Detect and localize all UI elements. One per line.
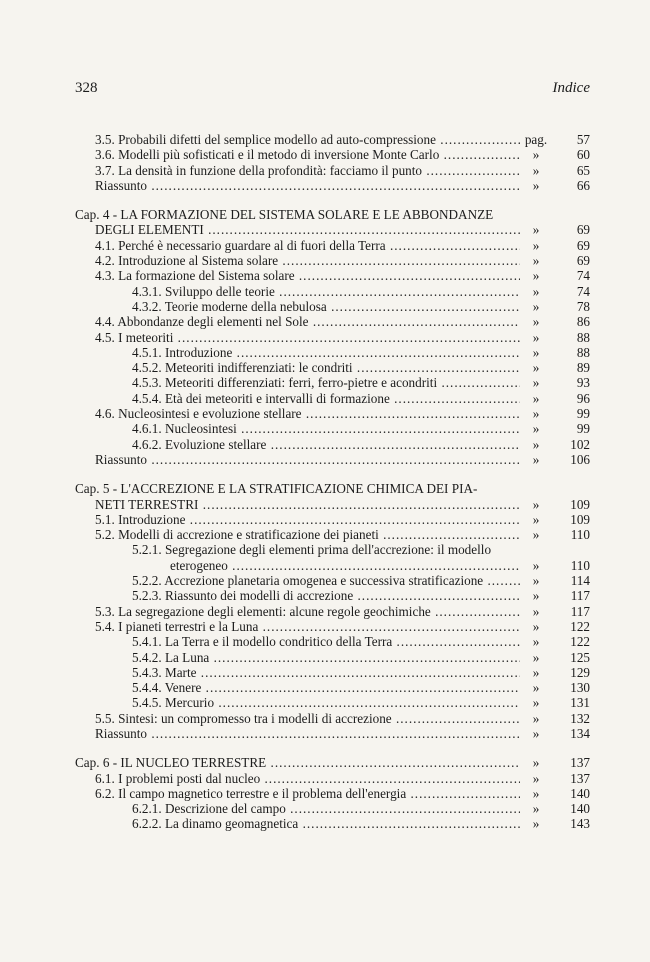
toc-entry: [75, 375, 590, 390]
toc-entry-page: 140: [570, 801, 590, 817]
toc-entry-number: 5.4.1.: [132, 634, 162, 650]
toc-entry-marker: »: [532, 680, 540, 696]
toc-entry: [75, 816, 590, 831]
toc-entry-title: [95, 771, 520, 786]
toc-entry-text: Meteoriti differenziati: ferri, ferro-pietre e acondriti: [164, 375, 438, 391]
toc-entry-title: [132, 284, 520, 299]
toc-entry-page: 137: [570, 770, 590, 786]
toc-entry-page: 131: [570, 695, 590, 711]
toc-entry: [75, 147, 590, 162]
toc-entry-page: 110: [570, 557, 590, 573]
toc-entry-title: [95, 178, 520, 193]
toc-entry-marker: pag.: [524, 132, 548, 147]
toc-entry-text: Il campo magnetico terrestre e il problema dell'energia: [118, 785, 407, 801]
toc-entry-title: [132, 437, 520, 452]
toc-entry-marker: »: [532, 253, 540, 269]
toc-entry-page: 86: [576, 314, 590, 330]
toc-entry: [75, 437, 590, 452]
toc-entry-marker: »: [532, 237, 540, 253]
toc-entry-title: [95, 314, 520, 329]
toc-entry-title: [132, 816, 520, 831]
toc-entry: [75, 299, 590, 314]
toc-entry-title: [95, 253, 520, 268]
toc-entry-number: 5.4.5.: [132, 695, 162, 711]
toc-entry-marker: »: [532, 801, 540, 817]
toc-entry-marker: »: [532, 725, 540, 741]
toc-entry-page: 109: [570, 496, 590, 512]
toc-entry: [75, 604, 590, 619]
toc-entry-title: [132, 573, 520, 588]
toc-entry-page: 99: [576, 406, 590, 422]
toc-entry: [75, 284, 590, 299]
toc-entry-marker: »: [532, 298, 540, 314]
toc-entry-marker: »: [532, 557, 540, 573]
toc-entry: [75, 512, 590, 527]
toc-entry-title: [95, 238, 520, 253]
toc-entry-number: 5.5.: [95, 710, 115, 726]
toc-entry-page: 125: [570, 649, 590, 665]
toc-entry-title: [95, 527, 520, 542]
toc-entry-number: 4.5.1.: [132, 344, 162, 360]
toc-entry-marker: »: [532, 421, 540, 437]
toc-entry-title: [132, 665, 520, 680]
toc-entry-number: 4.3.: [95, 268, 115, 284]
toc-entry-marker: »: [532, 283, 540, 299]
toc-entry-page: 74: [576, 268, 590, 284]
toc-entry-marker: »: [532, 770, 540, 786]
toc-entry-marker: »: [532, 695, 540, 711]
toc-entry: [75, 360, 590, 375]
toc-entry-title: [132, 345, 520, 360]
toc-entry: [75, 391, 590, 406]
toc-entry-page: 132: [570, 710, 590, 726]
toc-entry-number: 5.4.2.: [132, 649, 162, 665]
toc-entry-page: 109: [570, 511, 590, 527]
toc-entry: [75, 481, 590, 496]
toc-entry-number: 4.6.2.: [132, 436, 162, 452]
toc-entry-text: Cap. 4 - LA FORMAZIONE DEL SISTEMA SOLARE E LE ABBONDANZE: [75, 207, 494, 223]
page-number: 328: [75, 80, 98, 96]
toc-entry-title: [132, 391, 520, 406]
toc-entry-page: 99: [576, 421, 590, 437]
toc-entry-text: Probabili difetti del semplice modello ad auto-compressione: [118, 132, 436, 147]
toc-entry-page: 89: [576, 360, 590, 376]
toc-entry-page: 114: [570, 573, 590, 589]
toc-entry-marker: »: [532, 344, 540, 360]
toc-entry: [75, 558, 590, 573]
toc-entry-text: Cap. 5 - L'ACCREZIONE E LA STRATIFICAZIONE CHIMICA DEI PIA-: [75, 481, 478, 497]
toc-entry-text: Introduzione al Sistema solare: [118, 253, 279, 269]
toc-entry-title: [95, 604, 520, 619]
toc-entry-page: 122: [570, 634, 590, 650]
toc-entry-title: [132, 421, 520, 436]
toc-entry-number: 6.2.: [95, 785, 115, 801]
running-title: Indice: [552, 80, 590, 96]
toc-entry-text: Sintesi: un compromesso tra i modelli di accrezione: [118, 710, 392, 726]
toc-entry: [75, 695, 590, 710]
toc-entry-page: 102: [570, 436, 590, 452]
toc-entry: [75, 314, 590, 329]
toc-entry-text: Riassunto: [95, 725, 148, 741]
toc-entry-number: 5.2.: [95, 527, 115, 543]
toc-entry: [75, 650, 590, 665]
toc-entry-marker: »: [532, 755, 540, 771]
toc-entry-number: 5.4.: [95, 618, 115, 634]
toc-entry-number: 4.3.2.: [132, 298, 162, 314]
toc-entry-title: [95, 330, 520, 345]
toc-entry-marker: »: [532, 588, 540, 604]
toc-entry: [75, 207, 590, 222]
toc-entry-page: 117: [570, 603, 590, 619]
toc-entry-text: Marte: [164, 664, 197, 680]
toc-entry: [75, 801, 590, 816]
toc-entry-page: 88: [576, 329, 590, 345]
toc-entry-title: [95, 268, 520, 283]
toc-entry-marker: »: [532, 664, 540, 680]
toc-entry-title: [75, 207, 520, 222]
section-gap: [75, 741, 590, 755]
toc-entry-title: [132, 299, 520, 314]
toc-entry-number: 4.5.2.: [132, 360, 162, 376]
toc-entry-marker: »: [532, 390, 540, 406]
toc-entry-title: [132, 588, 520, 603]
toc-entry: [75, 132, 590, 147]
toc-entry-title: [95, 786, 520, 801]
toc-entry-marker: »: [532, 177, 540, 193]
toc-entry-text: Riassunto dei modelli di accrezione: [164, 588, 354, 604]
toc-entry-title: [95, 132, 520, 147]
toc-entry-number: 5.3.: [95, 603, 115, 619]
toc-entry-marker: »: [532, 710, 540, 726]
toc-entry-marker: »: [532, 527, 540, 543]
toc-entry-title: [95, 726, 520, 741]
toc-entry-marker: »: [532, 634, 540, 650]
toc-entry-marker: »: [532, 314, 540, 330]
toc-entry-number: 5.1.: [95, 511, 115, 527]
toc-entry-title: [132, 801, 520, 816]
toc-entry-marker: »: [532, 375, 540, 391]
toc-entry-marker: »: [532, 268, 540, 284]
toc-entry-text: Perché è necessario guardare al di fuori della Terra: [118, 237, 386, 253]
toc-entry-title: [95, 406, 520, 421]
toc-entry-title: [132, 360, 520, 375]
toc-entry-title: [132, 680, 520, 695]
toc-entry-title: [95, 452, 520, 467]
toc-entry-text: Introduzione: [164, 344, 233, 360]
toc-entry-text: Nucleosintesi: [164, 421, 237, 437]
toc-entry-title: [75, 755, 520, 770]
toc-entry-number: 4.4.: [95, 314, 115, 330]
toc-entry-number: 3.6.: [95, 147, 115, 163]
toc-entry-text: I pianeti terrestri e la Luna: [118, 618, 259, 634]
toc-entry: [75, 680, 590, 695]
toc-entry-marker: »: [532, 222, 540, 238]
toc-entry-page: 69: [576, 253, 590, 269]
toc-entry: [75, 345, 590, 360]
toc-entry-number: 3.7.: [95, 162, 115, 178]
toc-entry: [75, 406, 590, 421]
toc-entry-page: 110: [570, 527, 590, 543]
toc-entry-number: 3.5.: [95, 132, 115, 147]
toc-entry-marker: »: [532, 329, 540, 345]
toc-entry-number: 4.6.1.: [132, 421, 162, 437]
toc-entry-text: La formazione del Sistema solare: [118, 268, 295, 284]
toc-entry-marker: »: [532, 816, 540, 832]
toc-entry-title: [170, 558, 520, 573]
toc-entry-marker: »: [532, 573, 540, 589]
toc-entry-marker: »: [532, 147, 540, 163]
toc-entry-number: 5.2.3.: [132, 588, 162, 604]
toc-entry-text: Modelli più sofisticati e il metodo di inversione Monte Carlo: [118, 147, 440, 163]
toc-entry-text: La Luna: [164, 649, 210, 665]
toc-entry-text: Evoluzione stellare: [164, 436, 267, 452]
toc-entry-title: [132, 650, 520, 665]
toc-entry-text: Età dei meteoriti e intervalli di formazione: [164, 390, 390, 406]
toc-entry-number: 4.2.: [95, 253, 115, 269]
toc-entry-page: 88: [576, 344, 590, 360]
toc-entry: [75, 527, 590, 542]
toc-entry-page: 65: [576, 162, 590, 178]
toc-entry: [75, 178, 590, 193]
toc-entry: [75, 634, 590, 649]
toc-entry-title: [75, 481, 520, 496]
toc-entry-text: DEGLI ELEMENTI: [95, 222, 204, 238]
toc-entry-text: eterogeneo: [170, 557, 228, 573]
toc-entry-page: 117: [570, 588, 590, 604]
toc-entry: [75, 542, 590, 557]
toc-entry: [75, 771, 590, 786]
page-header: [75, 80, 590, 104]
toc-entry: [75, 268, 590, 283]
toc-entry-title: [95, 147, 520, 162]
toc-entry: [75, 573, 590, 588]
toc-entry: [75, 665, 590, 680]
toc-entry-text: Introduzione: [118, 511, 186, 527]
toc-entry-page: 57: [576, 132, 590, 147]
toc-entry: [75, 726, 590, 741]
toc-entry: [75, 711, 590, 726]
toc-entry-title: [95, 619, 520, 634]
toc-entry-number: 5.4.3.: [132, 664, 162, 680]
toc-entry-text: I meteoriti: [118, 329, 174, 345]
toc-entry-page: 130: [570, 680, 590, 696]
toc-entry: [75, 222, 590, 237]
toc-entry-text: Accrezione planetaria omogenea e successiva stratificazione: [164, 573, 484, 589]
toc-entry-text: Cap. 6 - IL NUCLEO TERRESTRE: [75, 755, 267, 771]
toc-entry-page: 129: [570, 664, 590, 680]
toc-entry: [75, 755, 590, 770]
toc-entry-number: 4.1.: [95, 237, 115, 253]
toc-entry-text: I problemi posti dal nucleo: [118, 770, 261, 786]
toc-entry-marker: »: [532, 406, 540, 422]
section-gap: [75, 193, 590, 207]
toc-entry: [75, 452, 590, 467]
toc-entry-number: 5.2.2.: [132, 573, 162, 589]
toc-entry-text: Teorie moderne della nebulosa: [164, 298, 327, 314]
toc-entry-text: La Terra e il modello condritico della Terra: [164, 634, 393, 650]
toc-entry-number: 6.2.1.: [132, 801, 162, 817]
toc-entry-text: Abbondanze degli elementi nel Sole: [117, 314, 309, 330]
toc-entry-number: 4.5.: [95, 329, 115, 345]
toc-entry-page: 69: [576, 222, 590, 238]
toc-entry-marker: »: [532, 603, 540, 619]
toc-entry-text: NETI TERRESTRI: [95, 496, 199, 512]
toc-entry-title: [132, 542, 520, 557]
section-gap: [75, 467, 590, 481]
toc-entry-page: 78: [576, 298, 590, 314]
toc-entry-marker: »: [532, 785, 540, 801]
toc-entry-marker: »: [532, 451, 540, 467]
toc-entry: [75, 588, 590, 603]
toc-entry-page: 140: [570, 785, 590, 801]
toc-entry-text: Descrizione del campo: [164, 801, 286, 817]
toc-entry-page: 106: [570, 451, 590, 467]
toc-entry-text: Nucleosintesi e evoluzione stellare: [118, 406, 302, 422]
toc-entry-marker: »: [532, 511, 540, 527]
toc-entry-text: Mercurio: [164, 695, 215, 711]
toc-entry-page: 74: [576, 283, 590, 299]
toc-entry-text: Meteoriti indifferenziati: le condriti: [164, 360, 353, 376]
toc-entry-number: 5.4.4.: [132, 680, 162, 696]
toc-entry: [75, 330, 590, 345]
toc-entry-text: Venere: [164, 680, 202, 696]
toc-entry-title: [95, 512, 520, 527]
toc-entry-page: 137: [570, 755, 590, 771]
toc-entry-marker: »: [532, 618, 540, 634]
toc-entry-number: 5.2.1.: [132, 542, 162, 558]
toc-entry-page: 93: [576, 375, 590, 391]
toc-entry-text: La segregazione degli elementi: alcune regole geochimiche: [118, 603, 431, 619]
toc-entry-number: 4.3.1.: [132, 283, 162, 299]
toc-entry-title: [95, 163, 520, 178]
toc-entry-marker: »: [532, 162, 540, 178]
toc-entry-page: 69: [576, 237, 590, 253]
toc-entry: [75, 253, 590, 268]
toc-entry-text: Riassunto: [95, 451, 148, 467]
toc-entry-marker: »: [532, 496, 540, 512]
toc-entry-number: 4.5.3.: [132, 375, 162, 391]
toc-entry: [75, 497, 590, 512]
toc-entry-marker: »: [532, 360, 540, 376]
toc-entry-title: [132, 634, 520, 649]
toc-entry-marker: »: [532, 436, 540, 452]
toc-entry: [75, 421, 590, 436]
toc-entry-page: 96: [576, 390, 590, 406]
toc-entry-number: 6.2.2.: [132, 816, 162, 832]
toc-entry-number: 4.6.: [95, 406, 115, 422]
toc-entry: [75, 163, 590, 178]
toc-entry-text: La dinamo geomagnetica: [164, 816, 299, 832]
toc-entry: [75, 619, 590, 634]
toc-entry-title: [95, 711, 520, 726]
toc-entry-title: [132, 695, 520, 710]
toc-entry-marker: »: [532, 649, 540, 665]
toc-entry-text: Sviluppo delle teorie: [164, 283, 275, 299]
toc-entry-text: Riassunto: [95, 177, 148, 193]
toc-entry-text: Modelli di accrezione e stratificazione dei pianeti: [118, 527, 379, 543]
toc-entry-text: Segregazione degli elementi prima dell'accrezione: il modello: [164, 542, 492, 558]
toc-entry: [75, 238, 590, 253]
toc-entry: [75, 786, 590, 801]
toc-entry-page: 66: [576, 177, 590, 193]
toc-entry-number: 6.1.: [95, 770, 115, 786]
toc-entry-page: 122: [570, 618, 590, 634]
table-of-contents: [75, 132, 590, 832]
toc-entry-text: La densità in funzione della profondità: facciamo il punto: [118, 162, 423, 178]
toc-entry-page: 60: [576, 147, 590, 163]
toc-entry-title: [132, 375, 520, 390]
toc-entry-title: [95, 497, 520, 512]
toc-entry-title: [95, 222, 520, 237]
toc-entry-page: 143: [570, 816, 590, 832]
toc-entry-number: 4.5.4.: [132, 390, 162, 406]
toc-entry-page: 134: [570, 725, 590, 741]
